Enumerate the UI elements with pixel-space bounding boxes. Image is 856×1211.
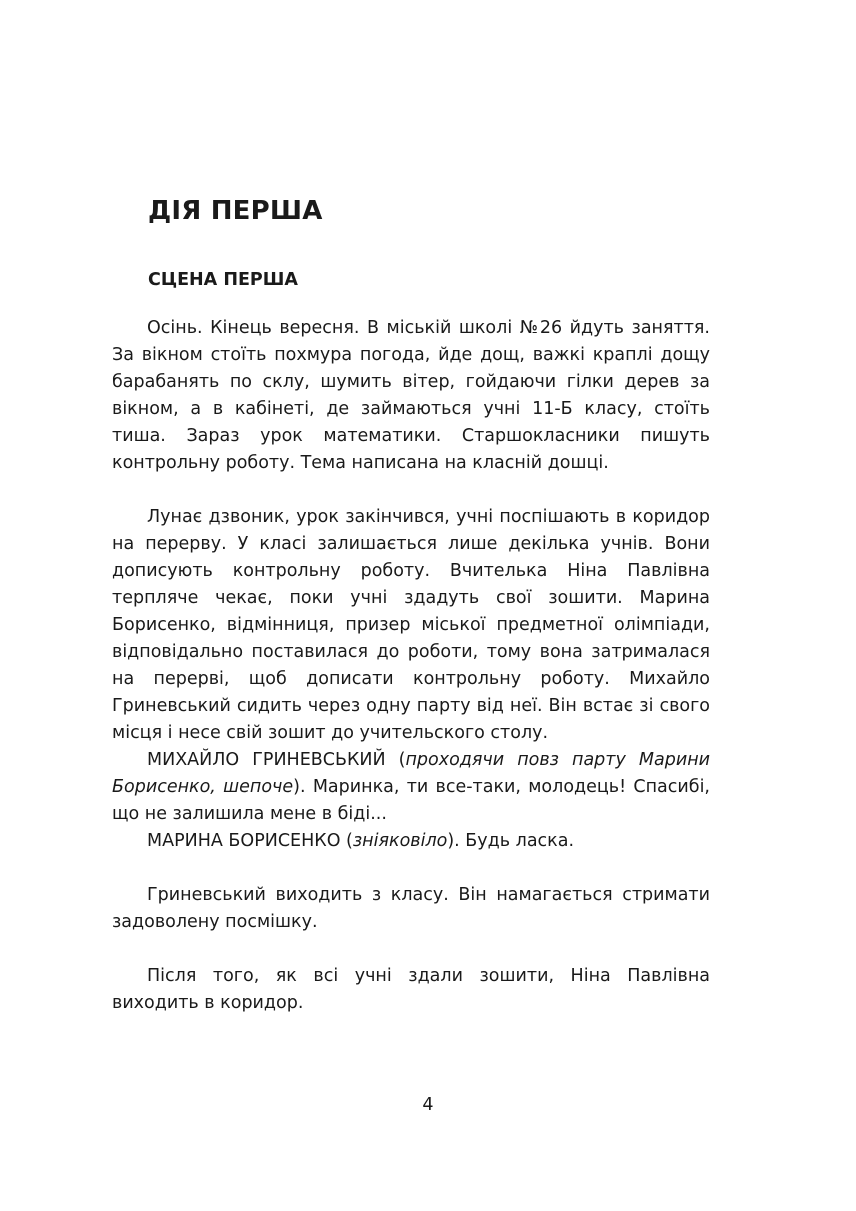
act-title: ДІЯ ПЕРША <box>148 196 323 226</box>
stage-direction: проходячи повз парту Марини Борисенко, шепоче <box>112 750 711 797</box>
play-text <box>112 315 710 1017</box>
paragraph-narration-1: Осінь. Кінець вересня. В міській школі №26 йдуть заняття. За вікном стоїть похмура погода, йде дощ, важкі краплі дощу барабанять по склу, шумить вітер, гойдаючи гілки дерев за вікном, а в кабінеті, де займаються учні 11-Б класу, стоїть тиша. Зараз урок математики. Старшокласники пишуть контрольну роботу. Тема написана на класній дошці. <box>112 318 710 473</box>
paragraph-narration-3: Гриневський виходить з класу. Він намагається стримати задоволену посмішку. <box>112 885 710 932</box>
spoken-line: . Будь ласка. <box>454 831 575 851</box>
page-number: 4 <box>422 1095 434 1115</box>
spoken-line: . Маринка, ти все-таки, молодець! Спасибі, що не залишила мене в біді... <box>112 777 710 824</box>
scene-title: СЦЕНА ПЕРША <box>148 270 298 290</box>
paragraph-narration-4: Після того, як всі учні здали зошити, Ніна Павлівна виходить в коридор. <box>112 966 710 1013</box>
dialogue-line-2: МАРИНА БОРИСЕНКО (зніяковіло). Будь ласка. <box>147 831 575 851</box>
paragraph-narration-2: Лунає дзвоник, урок закінчився, учні поспішають в коридор на перерву. У класі залишається лише декілька учнів. Вони дописують контрольну роботу. Вчителька Ніна Павлівна терпляче чекає, поки учні здадуть свої зошити. Марина Борисенко, відмінниця, призер міської предметної олімпіади, відповідально поставилася до роботи, тому вона затрималася на перерві, щоб дописати контрольну роботу. Михайло Гриневський сидить через одну парту від неї. Він встає зі свого місця і несе свій зошит до учительского столу. <box>112 507 710 743</box>
stage-direction: зніяковіло <box>352 831 448 851</box>
speaker-name: МАРИНА БОРИСЕНКО <box>147 831 341 851</box>
speaker-name: МИХАЙЛО ГРИНЕВСЬКИЙ <box>147 750 386 770</box>
dialogue-line-1: МИХАЙЛО ГРИНЕВСЬКИЙ (проходячи повз парту Марини Борисенко, шепоче). Маринка, ти все-таки, молодець! Спасибі, що не залишила мене в біді... <box>112 750 711 824</box>
